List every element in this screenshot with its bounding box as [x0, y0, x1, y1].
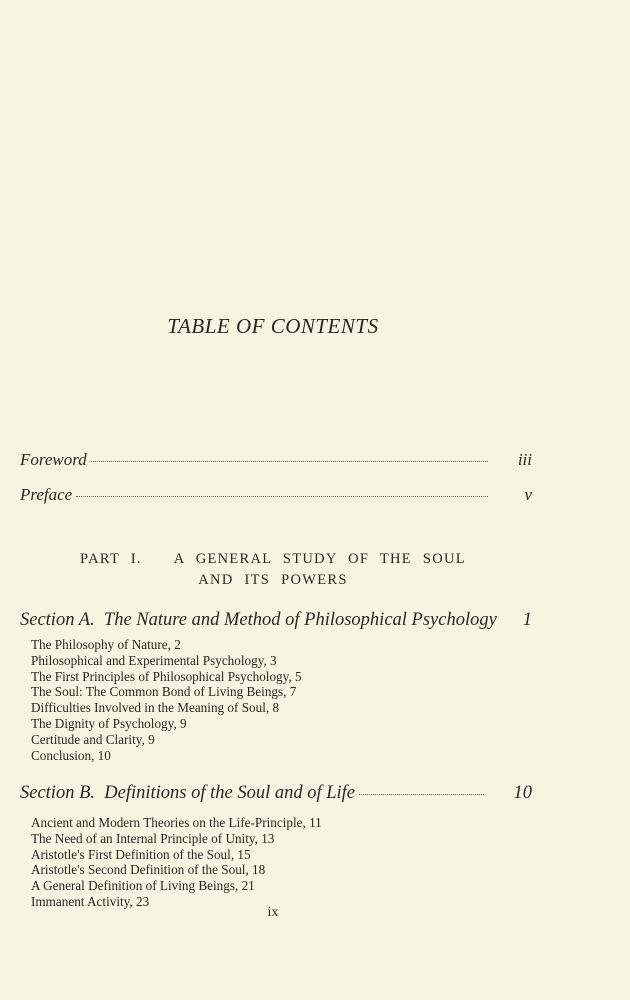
list-item: A General Definition of Living Beings, 21: [31, 878, 255, 894]
list-item: Aristotle's First Definition of the Soul, 15: [31, 846, 251, 862]
part-heading-line1: PART I. A GENERAL STUDY OF THE SOUL: [80, 551, 466, 567]
dot-leader: [359, 794, 484, 795]
dot-leader: [91, 461, 488, 462]
list-item: The Soul: The Common Bond of Living Beings, 7: [31, 684, 297, 700]
entry-page: iii: [517, 450, 532, 469]
page-number: ix: [267, 905, 279, 920]
section-b-items: [31, 815, 322, 910]
page-title: TABLE OF CONTENTS: [167, 314, 379, 338]
toc-section-a: [20, 610, 532, 631]
toc-entry-preface: [20, 485, 532, 505]
section-page: 10: [513, 783, 532, 803]
list-item: The First Principles of Philosophical Psychology, 5: [31, 668, 302, 684]
list-item: The Dignity of Psychology, 9: [31, 715, 187, 731]
list-item: The Philosophy of Nature, 2: [31, 637, 181, 652]
section-label: Section A. The Nature and Method of Philosophical Psychology: [20, 610, 497, 630]
list-item: Conclusion, 10: [31, 747, 111, 763]
part-heading-line2: AND ITS POWERS: [198, 572, 348, 588]
section-page: 1: [522, 610, 532, 630]
list-item: Philosophical and Experimental Psychology, 3: [31, 652, 277, 668]
list-item: Certitude and Clarity, 9: [31, 731, 155, 747]
entry-page: v: [524, 485, 532, 504]
list-item: Difficulties Involved in the Meaning of Soul, 8: [31, 700, 280, 716]
entry-label: Preface: [20, 485, 73, 504]
toc-entry-foreword: [20, 450, 532, 470]
list-item: Immanent Activity, 23: [31, 893, 150, 909]
section-a-items: [31, 637, 302, 763]
entry-label: Foreword: [20, 450, 87, 469]
toc-section-b: [20, 783, 532, 804]
list-item: Aristotle's Second Definition of the Soul, 18: [31, 862, 266, 878]
list-item: The Need of an Internal Principle of Unity, 13: [31, 830, 275, 846]
section-label: Section B. Definitions of the Soul and of Life: [20, 783, 356, 803]
dot-leader: [76, 496, 488, 497]
list-item: Ancient and Modern Theories on the Life-Principle, 11: [31, 815, 322, 830]
